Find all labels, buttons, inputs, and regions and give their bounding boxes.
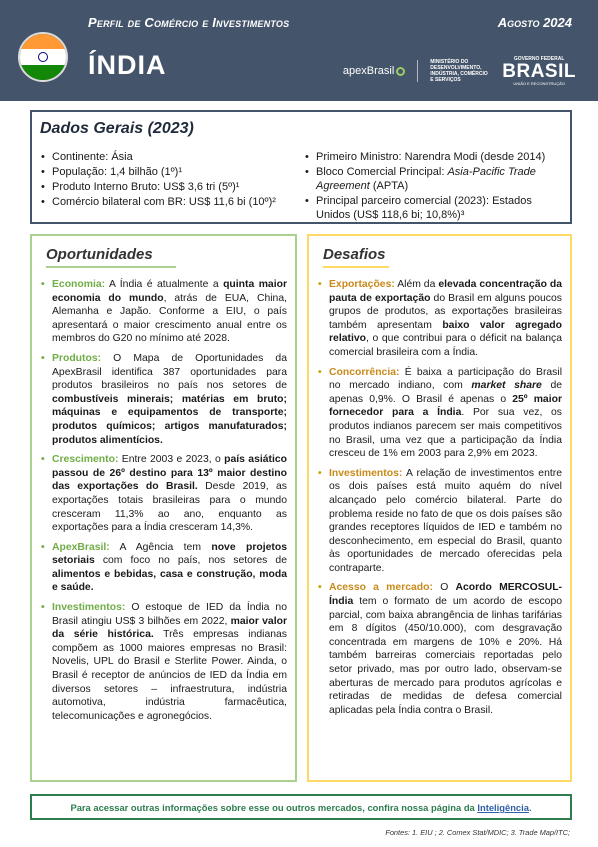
oportunidades-item-label: ApexBrasil: — [52, 541, 110, 553]
document-date: Agosto 2024 — [497, 15, 572, 30]
sources-note: Fontes: 1. EIU ; 2. Comex Stat/MDIC; 3. Trade Map/ITC; — [385, 828, 570, 837]
oportunidades-item: • ApexBrasil: A Agência tem nove projetos setoriais com foco no país, nos setores de alimentos e bebidas, casa e construção, moda e saúde. — [38, 541, 287, 595]
oportunidades-item-label: Investimentos: — [52, 602, 126, 614]
desafios-panel — [307, 234, 572, 782]
dados-item-pib: • Produto Interno Bruto: US$ 3,6 tri (5º)¹ — [40, 180, 300, 194]
oportunidades-item: • Investimentos: O estoque de IED da Índia no Brasil atingiu US$ 3 bilhões em 2022, maior valor da série histórica. Três empresas indianas compõem as 1000 maiores empresas no Brasil: Novelis, UPL do Brasil e Sterlite Power. Ainda, o Brasil é receptor de anúncios de IED da Índia em diversos setores – infraestrutura, indústria automotiva, indústria farmacêutica, telecomunicações e agronegócios. — [38, 601, 287, 723]
desafios-item-label: Acesso a mercado: — [329, 582, 433, 594]
country-name: ÍNDIA — [88, 50, 167, 80]
gov-brasil-logo: GOVERNO FEDERAL BRASIL UNIÃO E RECONSTRUÇÃO — [502, 56, 576, 86]
desafios-list — [315, 278, 562, 723]
oportunidades-title-underline — [46, 266, 176, 268]
logo-divider — [417, 60, 418, 82]
desafios-item: • Acesso a mercado: O Acordo MERCOSUL-Índia tem o formato de um acordo de escopo parcial, com baixa abrangência de linhas tarifárias em 8 dígitos (450/10.000), com desgravação concentrada em margens de 10% e 20%. Há também barreiras comerciais reportadas pelo setor privado, mas por outro lado, observam-se aberturas de mercado para produtos agrícolas e retiradas de medidas de defesa comercial aplicadas pela Índia contra o Brasil. — [315, 581, 562, 717]
apexbrasil-logo: apexBrasil — [343, 65, 405, 77]
dados-item-primeiro-ministro: • Primeiro Ministro: Narendra Modi (desde 2014) — [304, 150, 568, 164]
desafios-title: Desafios — [323, 246, 386, 263]
dados-item-populacao: • População: 1,4 bilhão (1º)¹ — [40, 165, 300, 179]
desafios-item: • Investimentos: A relação de investimentos entre os dois países está muito aquém do nível alcançado pelo comércio bilateral. Parte do problema reside no fato de que os dois países são grandes receptores líquidos de IED e também no desconhecimento, em especial do Brasil, quanto às oportunidades de mercado oferecidas pela contraparte. — [315, 467, 562, 576]
inteligencia-link[interactable]: Inteligência — [477, 802, 529, 813]
oportunidades-item-label: Crescimento: — [52, 454, 119, 466]
ministry-logo: MINISTÉRIO DO DESENVOLVIMENTO, INDÚSTRIA, COMÉRCIO E SERVIÇOS — [430, 59, 488, 83]
desafios-item-label: Investimentos: — [329, 467, 403, 479]
oportunidades-item: • Crescimento: Entre 2003 e 2023, o país asiático passou de 26º destino para 13º maior destino das exportações do Brasil. Desde 2019, as exportações totais brasileiras para o mundo cresceram 11,3% ao ano, enquanto as exportações para a Índia cresceram 14,3%. — [38, 453, 287, 535]
desafios-item-label: Exportações: — [329, 279, 395, 290]
document-title: Perfil de Comércio e Investimentos — [88, 15, 290, 30]
dados-gerais-right-list — [304, 150, 568, 223]
desafios-title-underline — [323, 266, 389, 268]
dados-gerais-panel — [30, 110, 572, 224]
footer-text: Para acessar outras informações sobre esse ou outros mercados, confira nossa página da Inteligência. — [70, 802, 532, 813]
dados-gerais-left-list — [40, 150, 300, 210]
oportunidades-item-label: Produtos: — [52, 352, 102, 364]
oportunidades-list — [38, 278, 287, 729]
desafios-item: • Concorrência: É baixa a participação do Brasil no mercado indiano, com market share de apenas 0,9%. O Brasil é apenas o 25º maior fornecedor para a Índia. Por sua vez, os produtos indianos parecem ser mais competitivos no Brasil, uma vez que a participação da Índia cresceu de 1% em 2003 para 2,9% em 2023. — [315, 366, 562, 461]
oportunidades-item: • Economia: A Índia é atualmente a quinta maior economia do mundo, atrás de EUA, China, Alemanha e Japão. Conforme a EIU, o país apresentará o maior crescimento anual entre os membros do G20 no mínimo até 2028. — [38, 278, 287, 346]
oportunidades-item: • Produtos: O Mapa de Oportunidades da ApexBrasil identifica 387 oportunidades para produtos brasileiros no país nos setores de combustíveis minerais; matérias em bruto; máquinas e equipamentos de transporte; produtos químicos; artigos manufaturados; produtos alimentícios. — [38, 352, 287, 447]
footer-banner — [30, 794, 572, 820]
header-banner — [0, 0, 598, 101]
desafios-item-label: Concorrência: — [329, 366, 400, 378]
desafios-item: • Exportações: Além da elevada concentração da pauta de exportação do Brasil em alguns poucos grupos de produtos, as exportações brasileiras também apresentam baixo valor agregado relativo, o que contribui para o déficit na balança comercial brasileira com a Índia. — [315, 278, 562, 360]
dados-item-bloco: • Bloco Comercial Principal: Asia-Pacific Trade Agreement (APTA) — [304, 165, 568, 193]
oportunidades-item-label: Economia: — [52, 279, 106, 290]
partner-logos — [343, 56, 576, 86]
oportunidades-title: Oportunidades — [46, 246, 153, 263]
india-flag-icon — [18, 32, 68, 82]
dados-gerais-title: Dados Gerais (2023) — [40, 120, 194, 137]
dados-item-continente: • Continente: Ásia — [40, 150, 300, 164]
oportunidades-panel — [30, 234, 297, 782]
dados-item-parceiro: • Principal parceiro comercial (2023): Estados Unidos (US$ 118,6 bi; 10,8%)³ — [304, 194, 568, 222]
apex-mark-icon — [396, 67, 405, 76]
dados-item-comercio: • Comércio bilateral com BR: US$ 11,6 bi (10º)² — [40, 195, 300, 209]
